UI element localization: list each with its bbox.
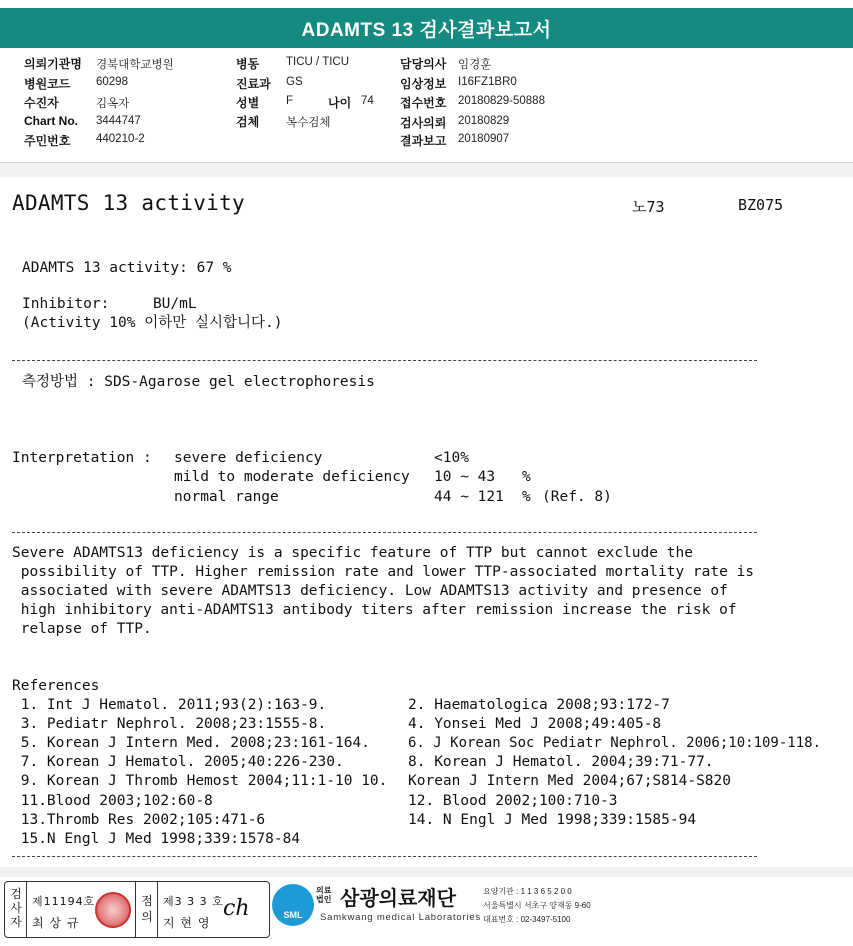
label-sex: 성별 xyxy=(236,96,260,110)
label-report-date: 결과보고 xyxy=(400,134,447,148)
value-sex: F xyxy=(286,95,294,107)
header-separator-band xyxy=(0,163,853,177)
label-doctor: 담당의사 xyxy=(400,57,447,71)
box-divider xyxy=(135,882,136,937)
label-receipt-no: 접수번호 xyxy=(400,96,447,110)
reference-item: 6. J Korean Soc Pediatr Nephrol. 2006;10:109-118. xyxy=(408,735,822,751)
interp-row-ref: (Ref. 8) xyxy=(542,489,612,505)
logo-sub-line: 의료 xyxy=(316,886,332,895)
value-doctor: 임경훈 xyxy=(458,59,492,71)
logo-badge-text: SML xyxy=(283,910,303,920)
signature: ch xyxy=(223,896,250,921)
report-title-bar xyxy=(0,8,853,48)
value-resident-no: 440210-2 xyxy=(96,133,145,145)
activity-result: ADAMTS 13 activity: 67 % xyxy=(22,260,232,276)
box-divider xyxy=(157,882,158,937)
interp-row-range: 10 ~ 43 xyxy=(434,469,496,485)
interp-row-unit: % xyxy=(522,469,531,485)
interp-row-range: <10% xyxy=(434,450,469,466)
comment-line: Severe ADAMTS13 deficiency is a specific feature of TTP but cannot exclude the xyxy=(12,545,693,561)
references-title: References xyxy=(12,678,100,694)
label-clinical-info: 임상정보 xyxy=(400,77,447,91)
value-clinical-info: I16FZ1BR0 xyxy=(458,76,517,88)
comment-line: high inhibitory anti-ADAMTS13 antibody titers after remission increase the risk of xyxy=(12,602,737,618)
value-receipt-no: 20180829-50888 xyxy=(458,95,545,107)
label-patient: 수진자 xyxy=(24,96,59,110)
value-report-date: 20180907 xyxy=(458,133,510,145)
reference-item: 8. Korean J Hematol. 2004;39:71-77. xyxy=(408,754,714,770)
method-line: 측정방법 : SDS-Agarose gel electrophoresis xyxy=(22,374,375,390)
comment-line: relapse of TTP. xyxy=(12,621,152,637)
divider xyxy=(12,856,757,857)
signature-box xyxy=(4,881,270,938)
value-hospital-code: 60298 xyxy=(96,76,128,88)
reference-item: 1. Int J Hematol. 2011;93(2):163-9. xyxy=(12,697,327,713)
label-ward: 병동 xyxy=(236,57,260,71)
value-ward: TICU / TICU xyxy=(286,56,350,68)
value-specimen: 복수검체 xyxy=(286,117,331,129)
interp-row-text: severe deficiency xyxy=(174,450,323,466)
code-right: BZ075 xyxy=(738,196,784,214)
reviewer-name: 지 현 영 xyxy=(163,916,211,930)
label-request-date: 검사의뢰 xyxy=(400,116,447,130)
interp-row-text: mild to moderate deficiency xyxy=(174,469,410,485)
report-heading: ADAMTS 13 activity xyxy=(12,191,245,215)
label-department: 진료과 xyxy=(236,77,271,91)
value-institution: 경북대학교병원 xyxy=(96,59,174,71)
reference-item: 14. N Engl J Med 1998;339:1585-94 xyxy=(408,812,697,828)
value-chart-no: 3444747 xyxy=(96,115,141,127)
reference-item: 12. Blood 2002;100:710-3 xyxy=(408,793,618,809)
label-chart-no: Chart No. xyxy=(24,114,78,128)
sml-logo-icon xyxy=(272,884,314,926)
report-body xyxy=(0,177,853,867)
report-footer xyxy=(0,878,853,946)
label-age: 나이 xyxy=(328,96,352,110)
contact-line: 요양기관 : 1 1 3 6 5 2 0 0 xyxy=(483,887,572,896)
reviewer-label-char: 의 xyxy=(141,910,153,924)
interp-row-text: normal range xyxy=(174,489,279,505)
footer-separator-band xyxy=(0,867,853,877)
reference-item: 2. Haematologica 2008;93:172-7 xyxy=(408,697,670,713)
patient-info-block xyxy=(0,48,853,163)
contact-line: 대표번호 : 02-3497-5100 xyxy=(483,915,571,924)
reference-item: 15.N Engl J Med 1998;339:1578-84 xyxy=(12,831,301,847)
comment-line: associated with severe ADAMTS13 deficiency. Low ADAMTS13 activity and presence of xyxy=(12,583,728,599)
value-age: 74 xyxy=(361,95,374,107)
label-institution: 의뢰기관명 xyxy=(24,57,82,71)
code-left: 노73 xyxy=(632,198,665,216)
label-hospital-code: 병원코드 xyxy=(24,77,71,91)
divider xyxy=(12,532,757,533)
reference-item: 5. Korean J Intern Med. 2008;23:161-164. xyxy=(12,735,370,751)
reviewer-license-no: 제3 3 3 호 xyxy=(163,895,224,908)
label-resident-no: 주민번호 xyxy=(24,134,71,148)
lab-name-english: Samkwang medical Laboratories xyxy=(320,912,482,923)
comment-line: possibility of TTP. Higher remission rate and lower TTP-associated mortality rate is xyxy=(12,564,755,580)
tester-name: 최 상 규 xyxy=(32,916,80,930)
tester-label-char: 검 xyxy=(10,887,22,901)
reference-item: 4. Yonsei Med J 2008;49:405-8 xyxy=(408,716,662,732)
tester-label-char: 자 xyxy=(10,915,22,929)
reference-item: 7. Korean J Hematol. 2005;40:226-230. xyxy=(12,754,344,770)
seal-stamp-icon xyxy=(95,892,131,928)
tester-license-no: 제11194호 xyxy=(32,895,96,908)
reference-item: 11.Blood 2003;102:60-8 xyxy=(12,793,213,809)
reference-item: Korean J Intern Med 2004;67;S814-S820 xyxy=(408,773,732,789)
interpretation-label: Interpretation : xyxy=(12,450,152,466)
interp-row-unit: % xyxy=(522,489,531,505)
inhibitor-result: Inhibitor: BU/mL xyxy=(22,296,197,312)
reviewer-label-char: 점 xyxy=(141,894,153,908)
divider xyxy=(12,360,757,361)
lab-name: 삼광의료재단 xyxy=(340,886,456,910)
tester-label-char: 사 xyxy=(10,901,22,915)
contact-line: 서울특별시 서초구 양재동 9-60 xyxy=(483,901,591,910)
box-divider xyxy=(26,882,27,937)
value-request-date: 20180829 xyxy=(458,115,510,127)
reference-item: 9. Korean J Thromb Hemost 2004;11:1-10 10. xyxy=(12,773,388,789)
inhibitor-note: (Activity 10% 이하만 실시합니다.) xyxy=(22,315,283,331)
value-patient: 김옥자 xyxy=(96,98,130,110)
logo-subtitle xyxy=(316,886,331,904)
reference-item: 3. Pediatr Nephrol. 2008;23:1555-8. xyxy=(12,716,327,732)
report-title: ADAMTS 13 검사결과보고서 xyxy=(301,19,552,41)
interp-row-range: 44 ~ 121 xyxy=(434,489,504,505)
reference-item: 13.Thromb Res 2002;105:471-6 xyxy=(12,812,266,828)
label-specimen: 검체 xyxy=(236,115,260,129)
logo-sub-line: 법인 xyxy=(316,895,332,904)
value-department: GS xyxy=(286,76,303,88)
